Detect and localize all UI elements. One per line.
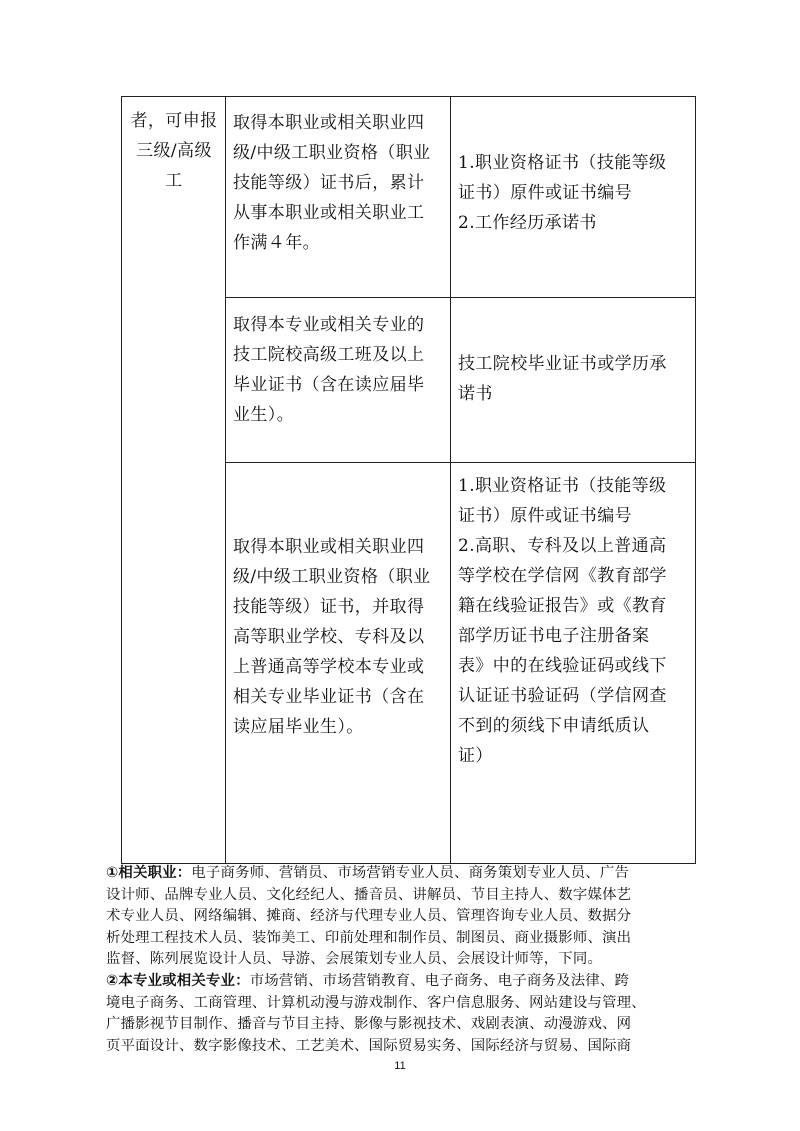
table-divider-col1 — [225, 96, 226, 864]
condition-line: 技工院校高级工班及以上 — [233, 345, 425, 365]
row2-condition-cell — [233, 310, 445, 430]
materials-line: 技工院校毕业证书或学历承 — [458, 354, 667, 374]
condition-line: 取得本职业或相关职业四 — [233, 537, 425, 557]
condition-line: 级/中级工职业资格（职业 — [233, 143, 431, 163]
materials-line: 不到的须线下申请纸质认 — [458, 716, 650, 736]
materials-line: 认证证书验证码（学信网查 — [458, 686, 667, 706]
condition-line: 业生）。 — [233, 405, 295, 425]
materials-line: 部学历证书电子注册备案 — [458, 626, 650, 646]
note-line: 境电子商务、工商管理、计算机动漫与游戏制作、客户信息服务、网站建设与管理、 — [106, 994, 646, 1011]
table-divider-col2 — [450, 96, 451, 864]
condition-line: 相关专业毕业证书（含在 — [233, 687, 425, 707]
note-related-majors — [106, 971, 696, 993]
row2-materials-cell — [458, 349, 688, 409]
row3-condition-cell — [233, 532, 445, 742]
condition-line: 级/中级工职业资格（职业 — [233, 567, 431, 587]
condition-line: 毕业证书（含在读应届毕 — [233, 375, 425, 395]
note-line: 监督、陈列展览设计人员、导游、会展策划专业人员、会展设计师等，下同。 — [106, 951, 603, 968]
note1-label: ①相关职业： — [106, 865, 192, 881]
condition-line: 作满４年。 — [233, 233, 320, 253]
condition-line: 读应届毕业生）。 — [233, 717, 364, 737]
materials-line: 2.高职、专科及以上普通高 — [458, 536, 667, 556]
condition-line: 从事本职业或相关职业工 — [233, 203, 425, 223]
row-divider-1 — [225, 297, 696, 298]
row3-materials-cell — [458, 471, 688, 771]
materials-line: 1.职业资格证书（技能等级 — [458, 476, 667, 496]
qualification-cell — [124, 106, 224, 196]
note-line: 术专业人员、网络编辑、摊商、经济与代理专业人员、管理咨询专业人员、数据分 — [106, 908, 632, 925]
note2-label: ②本专业或相关专业： — [106, 972, 250, 989]
materials-line: 籍在线验证报告》或《教育 — [458, 596, 667, 616]
materials-line: 2.工作经历承诺书 — [458, 213, 597, 233]
note-line: 页平面设计、数字影像技术、工艺美术、国际贸易实务、国际经济与贸易、国际商 — [106, 1037, 632, 1054]
table-border-right — [695, 96, 696, 864]
page-number: 11 — [394, 1060, 406, 1072]
note2-text: 市场营销、市场营销教育、电子商务、电子商务及法律、跨 — [249, 972, 630, 989]
qualification-line: 三级/高级 — [136, 141, 212, 161]
footnotes — [106, 863, 696, 1057]
row1-materials-cell — [458, 148, 688, 238]
note-line: 广播影视节目制作、播音与节目主持、影像与影视技术、戏剧表演、动漫游戏、网 — [106, 1016, 632, 1033]
materials-line: 等学校在学信网《教育部学 — [458, 566, 667, 586]
materials-line: 表》中的在线验证码或线下 — [458, 656, 667, 676]
row-divider-2 — [225, 462, 696, 463]
table-border-left — [121, 96, 122, 864]
table-border-top — [121, 96, 696, 97]
note-related-occupations — [106, 863, 696, 885]
note-line: 析处理工程技术人员、装饰美工、印前处理和制作员、制图员、商业摄影师、演出 — [106, 929, 632, 946]
condition-line: 高等职业学校、专科及以 — [233, 627, 425, 647]
note1-text: 电子商务师、营销员、市场营销专业人员、商务策划专业人员、广告 — [191, 865, 630, 881]
requirements-table — [121, 96, 696, 864]
condition-line: 技能等级）证书，并取得 — [233, 597, 425, 617]
condition-line: 技能等级）证书后，累计 — [233, 173, 425, 193]
note-line: 设计师、品牌专业人员、文化经纪人、播音员、讲解员、节目主持人、数字媒体艺 — [106, 886, 632, 903]
materials-line: 诺书 — [458, 384, 493, 404]
qualification-line: 工 — [165, 171, 183, 191]
condition-line: 上普通高等学校本专业或 — [233, 657, 425, 677]
condition-line: 取得本职业或相关职业四 — [233, 113, 425, 133]
materials-line: 证书）原件或证书编号 — [458, 183, 632, 203]
materials-line: 1.职业资格证书（技能等级 — [458, 153, 667, 173]
materials-line: 证） — [458, 746, 493, 766]
qualification-line: 者，可申报 — [130, 111, 218, 131]
condition-line: 取得本专业或相关专业的 — [233, 315, 425, 335]
materials-line: 证书）原件或证书编号 — [458, 506, 632, 526]
row1-condition-cell — [233, 108, 445, 258]
